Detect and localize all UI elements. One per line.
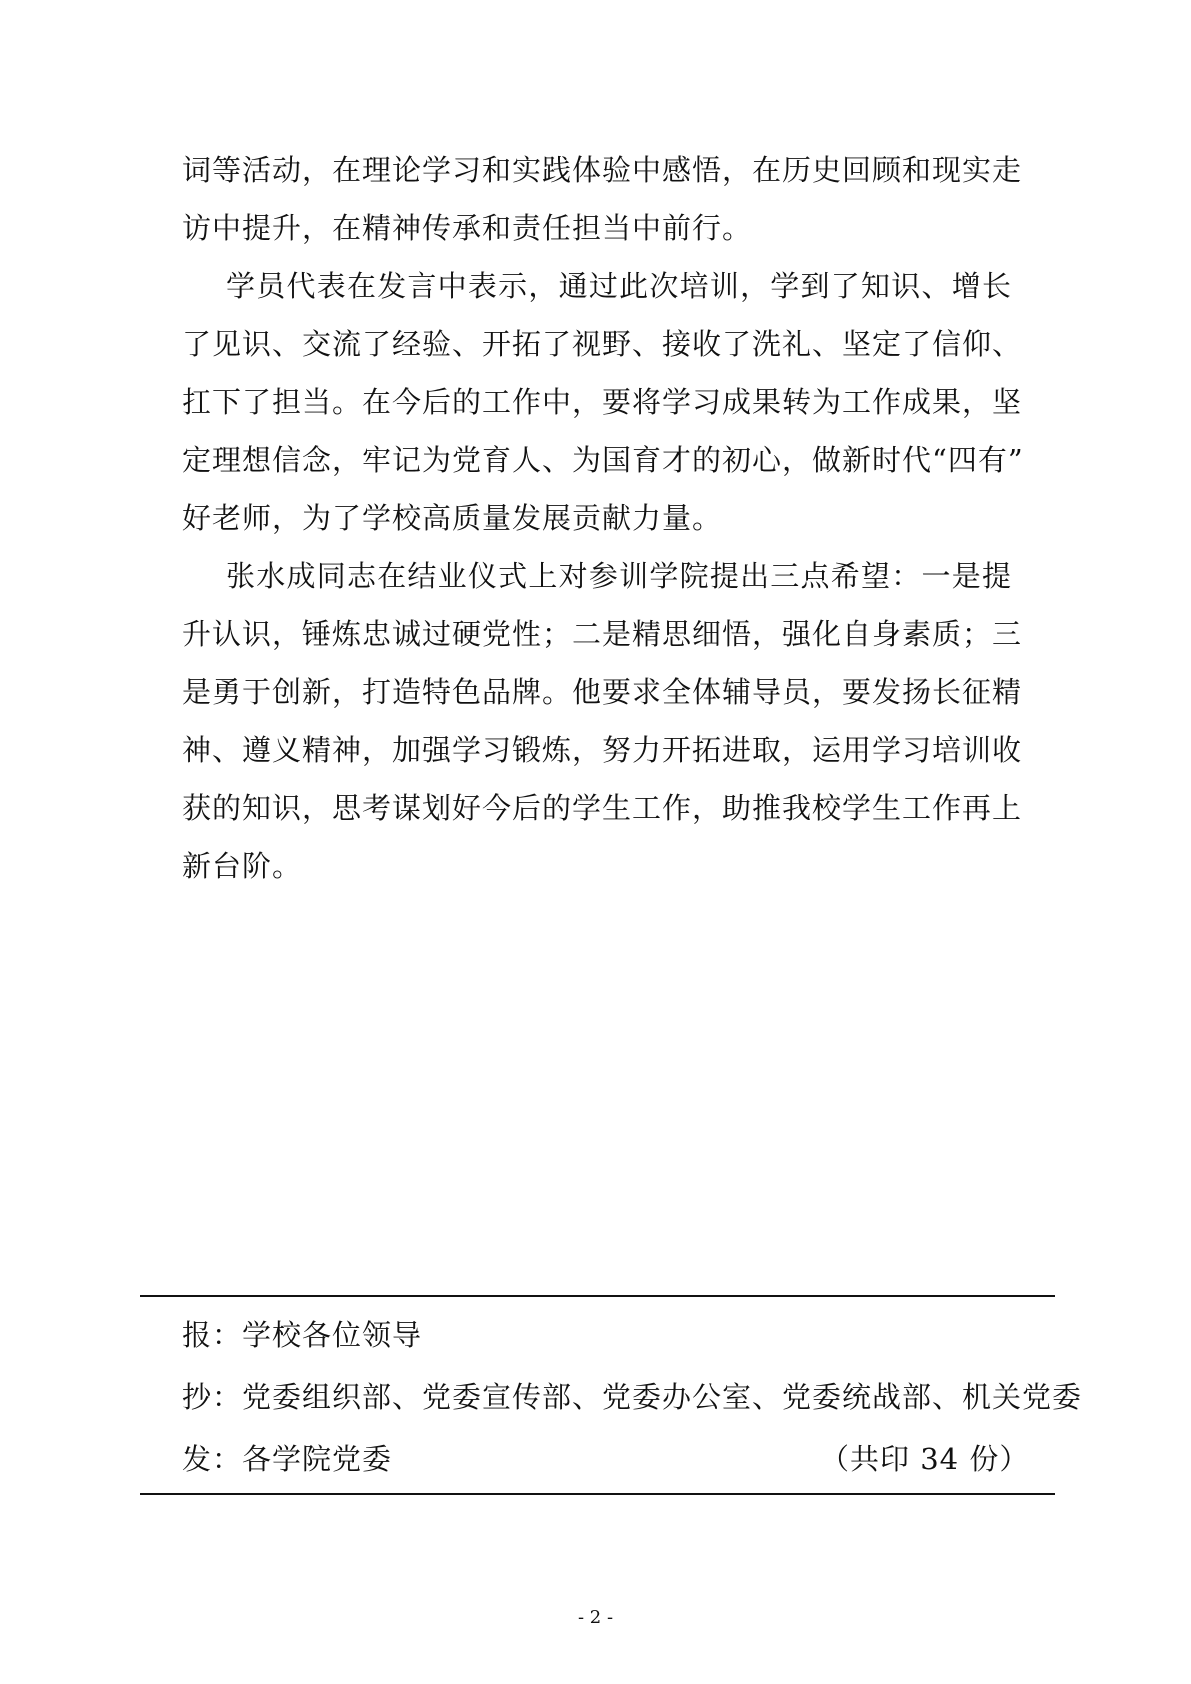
paragraph-3-line-3: 是勇于创新，打造特色品牌。他要求全体辅导员，要发扬长征精 — [182, 675, 1023, 709]
paragraph-3-line-6: 新台阶。 — [182, 849, 303, 883]
copies-count: （共印 34 份） — [820, 1442, 1030, 1476]
page-number: - 2 - — [577, 1607, 614, 1628]
paragraph-2-line-5: 好老师，为了学校高质量发展贡献力量。 — [182, 501, 723, 535]
paragraph-2-line-2: 了见识、交流了经验、开拓了视野、接收了洗礼、坚定了信仰、 — [182, 327, 1023, 361]
paragraph-3-line-2: 升认识，锤炼忠诚过硬党性；二是精思细悟，强化自身素质；三 — [182, 617, 1023, 651]
copy-to-line: 抄：党委组织部、党委宣传部、党委办公室、党委统战部、机关党委 — [182, 1380, 1083, 1414]
report-to-line: 报：学校各位领导 — [182, 1318, 423, 1352]
paragraph-2-line-4: 定理想信念，牢记为党育人、为国育才的初心，做新时代“四有” — [182, 443, 1024, 477]
paragraph-1-line-2: 访中提升，在精神传承和责任担当中前行。 — [182, 211, 753, 245]
paragraph-3-line-5: 获的知识，思考谋划好今后的学生工作，助推我校学生工作再上 — [182, 791, 1023, 825]
paragraph-2-line-3: 扛下了担当。在今后的工作中，要将学习成果转为工作成果，坚 — [182, 385, 1023, 419]
paragraph-2-line-1: 学员代表在发言中表示，通过此次培训，学到了知识、增长 — [226, 269, 1012, 303]
paragraph-3-line-4: 神、遵义精神，加强学习锻炼，努力开拓进取，运用学习培训收 — [182, 733, 1023, 767]
paragraph-1-line-1: 词等活动，在理论学习和实践体验中感悟，在历史回顾和现实走 — [182, 153, 1023, 187]
distribution-bottom-rule — [140, 1493, 1055, 1495]
paragraph-3-line-1: 张水成同志在结业仪式上对参训学院提出三点希望：一是提 — [226, 559, 1012, 593]
send-to-line: 发：各学院党委 — [182, 1442, 393, 1476]
distribution-top-rule — [140, 1295, 1055, 1297]
